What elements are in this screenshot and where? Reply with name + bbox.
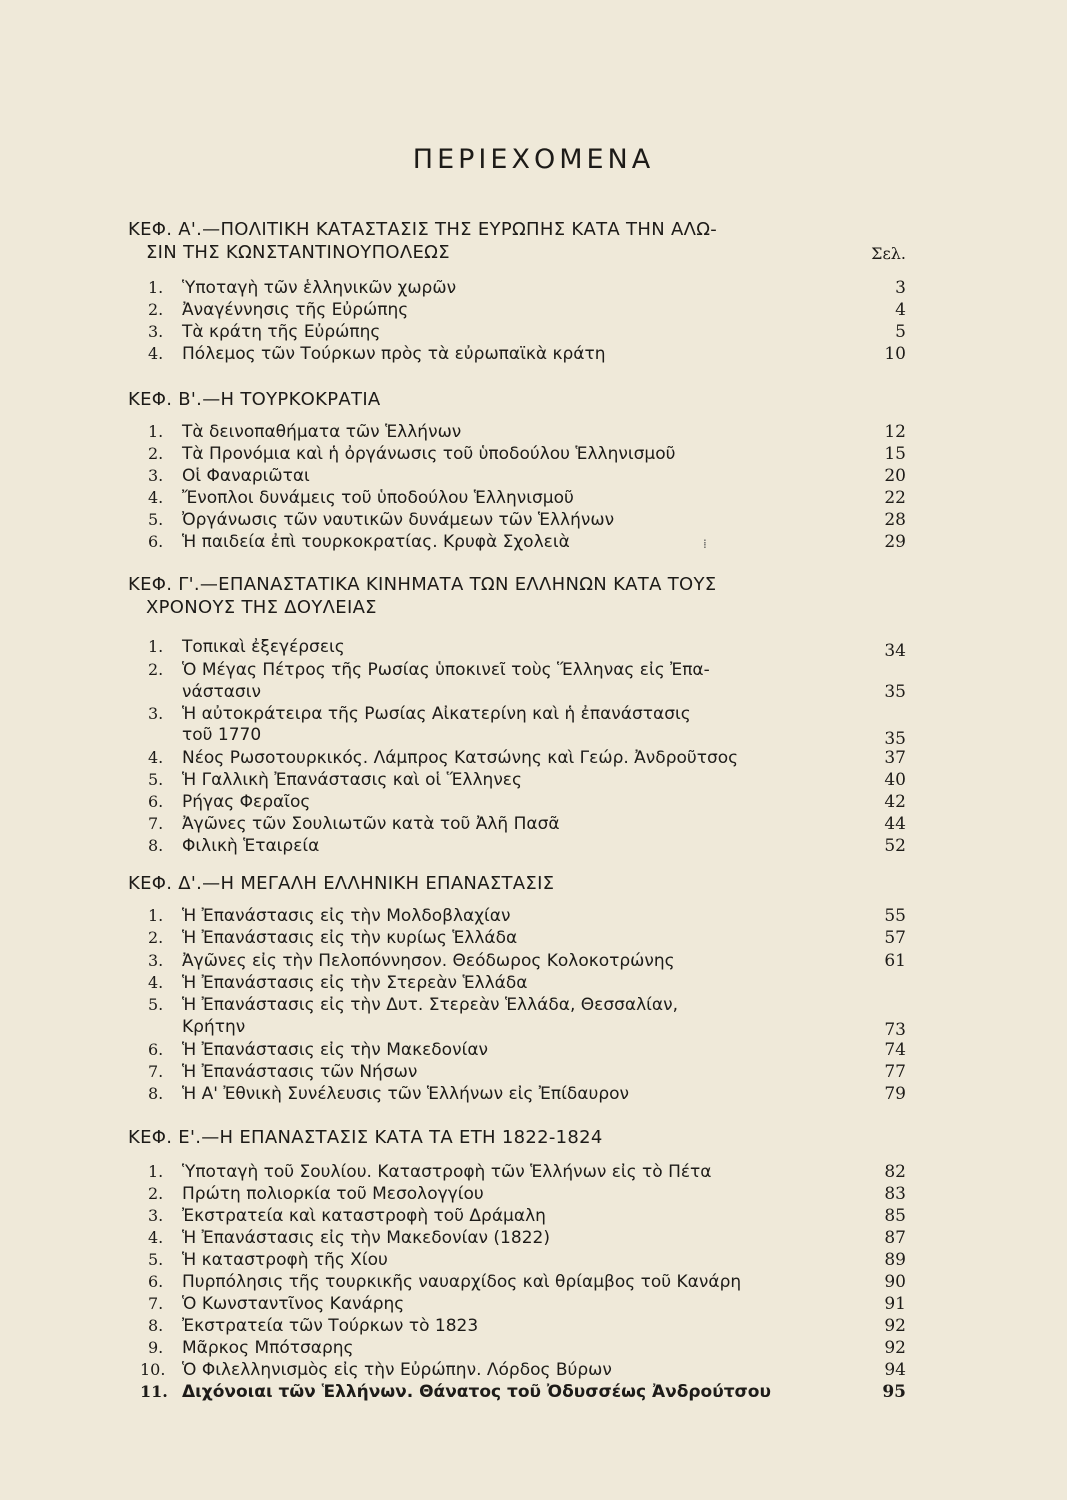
entry-page: 3 — [895, 278, 906, 298]
chapter-heading-line: ΚΕΦ. Β'.—Η ΤΟΥΡΚΟΚΡΑΤΙΑ — [128, 389, 381, 410]
entry-page: 52 — [884, 836, 906, 856]
entry-page: 83 — [884, 1184, 906, 1204]
entry-page: 22 — [884, 488, 906, 508]
entry-page: 74 — [884, 1040, 906, 1060]
chapter-heading — [128, 388, 868, 411]
entry-page: 40 — [884, 770, 906, 790]
toc-entry — [148, 927, 906, 949]
entry-title-continuation: νάστασιν — [182, 682, 261, 702]
chapter-heading-line: ΣΙΝ ΤΗΣ ΚΩΝΣΤΑΝΤΙΝΟΥΠΟΛΕΩΣ — [146, 242, 450, 263]
toc-entry — [148, 1315, 906, 1337]
entry-title: Τὰ Προνόμια καὶ ἡ ὀργάνωσις τοῦ ὑποδούλου Ἑλληνισμοῦ — [182, 444, 676, 464]
chapter-heading — [128, 1126, 868, 1149]
entry-page: 12 — [884, 422, 906, 442]
entry-title: Ἡ Ἐπανάστασις τῶν Νήσων — [182, 1062, 418, 1082]
chapter-heading-line: ΚΕΦ. Α'.—ΠΟΛΙΤΙΚΗ ΚΑΤΑΣΤΑΣΙΣ ΤΗΣ ΕΥΡΩΠΗΣ ΚΑΤΑ ΤΗΝ ΑΛΩ- — [128, 219, 718, 240]
entry-title: Φιλικὴ Ἑταιρεία — [182, 836, 320, 856]
entry-page: 57 — [884, 928, 906, 948]
entry-page: 94 — [884, 1360, 906, 1380]
entry-page: 77 — [884, 1062, 906, 1082]
chapter-heading-line: ΚΕΦ. Γ'.—ΕΠΑΝΑΣΤΑΤΙΚΑ ΚΙΝΗΜΑΤΑ ΤΩΝ ΕΛΛΗΝΩΝ ΚΑΤΑ ΤΟΥΣ — [128, 574, 717, 595]
toc-entry — [148, 343, 906, 365]
entry-number: 4. — [148, 488, 164, 507]
entry-page: 35 — [884, 729, 906, 749]
entry-page: 20 — [884, 466, 906, 486]
pencil-mark: ⁞ — [703, 537, 707, 551]
toc-entry — [148, 1039, 906, 1061]
entry-title: Ὁ Κωνσταντῖνος Κανάρης — [182, 1294, 405, 1314]
entry-number: 5. — [148, 1250, 164, 1269]
entry-title: Ἡ Ἐπανάστασις εἰς τὴν Μολδοβλαχίαν — [182, 906, 511, 926]
toc-entry — [148, 1227, 906, 1249]
entry-title: Ἔνοπλοι δυνάμεις τοῦ ὑποδούλου Ἑλληνισμοῦ — [182, 488, 574, 508]
entry-number: 5. — [148, 770, 164, 789]
entry-title: Ἡ Ἐπανάστασις εἰς τὴν Στερεὰν Ἑλλάδα — [182, 973, 528, 993]
chapter-heading — [128, 218, 868, 264]
toc-entry — [148, 1061, 906, 1083]
entry-title: Ἡ καταστροφὴ τῆς Χίου — [182, 1250, 388, 1270]
page-column-label: Σελ. — [871, 244, 906, 263]
toc-entry — [148, 1271, 906, 1293]
entry-title: Τοπικαὶ ἐξεγέρσεις — [182, 637, 345, 657]
toc-entry — [148, 487, 906, 509]
entry-title: Τὰ δεινοπαθήματα τῶν Ἑλλήνων — [182, 422, 462, 442]
entry-number: 1. — [148, 422, 164, 441]
entry-title: Διχόνοιαι τῶν Ἑλλήνων. Θάνατος τοῦ Ὀδυσσέως Ἀνδρούτσου — [182, 1382, 771, 1402]
entry-page: 89 — [884, 1250, 906, 1270]
toc-entry — [148, 277, 906, 299]
entry-page: 73 — [884, 1020, 906, 1040]
toc-entry — [148, 421, 906, 443]
entry-title: Ὑποταγὴ τοῦ Σουλίου. Καταστροφὴ τῶν Ἑλλήνων εἰς τὸ Πέτα — [182, 1162, 712, 1182]
toc-entry — [148, 994, 906, 1016]
entry-title: Ὀργάνωσις τῶν ναυτικῶν δυνάμεων τῶν Ἑλλήνων — [182, 510, 615, 530]
toc-entry — [148, 703, 906, 725]
entry-page: 4 — [895, 300, 906, 320]
chapter-heading — [128, 573, 868, 619]
chapter-heading-line: ΚΕΦ. Δ'.—Η ΜΕΓΑΛΗ ΕΛΛΗΝΙΚΗ ΕΠΑΝΑΣΤΑΣΙΣ — [128, 873, 555, 894]
entry-number: 7. — [148, 1062, 164, 1081]
entry-number: 10. — [140, 1360, 166, 1379]
entry-title: Ὁ Φιλελληνισμὸς εἰς τὴν Εὐρώπην. Λόρδος Βύρων — [182, 1360, 612, 1380]
toc-entry — [148, 465, 906, 487]
toc-entry — [148, 509, 906, 531]
entry-number: 1. — [148, 637, 164, 656]
entry-number: 3. — [148, 704, 164, 723]
entry-page: 15 — [884, 444, 906, 464]
entry-page: 55 — [884, 906, 906, 926]
toc-entry — [148, 835, 906, 857]
toc-entry — [148, 531, 906, 553]
entry-page: 42 — [884, 792, 906, 812]
entry-number: 8. — [148, 1316, 164, 1335]
entry-number: 11. — [140, 1382, 168, 1401]
entry-number: 2. — [148, 928, 164, 947]
toc-entry — [148, 1337, 906, 1359]
entry-number: 2. — [148, 1184, 164, 1203]
entry-title: Ἐκστρατεία τῶν Τούρκων τὸ 1823 — [182, 1316, 479, 1336]
toc-entry — [148, 321, 906, 343]
chapter-heading-line: ΚΕΦ. Ε'.—Η ΕΠΑΝΑΣΤΑΣΙΣ ΚΑΤΑ ΤΑ ΕΤΗ 1822-1824 — [128, 1127, 603, 1148]
entry-title: Ἡ Ἐπανάστασις εἰς τὴν Δυτ. Στερεὰν Ἑλλάδα, Θεσσαλίαν, — [182, 995, 679, 1015]
entry-title: Ρήγας Φεραῖος — [182, 792, 311, 812]
entry-number: 5. — [148, 510, 164, 529]
toc-entry — [148, 1205, 906, 1227]
toc-entry — [148, 769, 906, 791]
toc-entry — [148, 972, 906, 994]
entry-number: 2. — [148, 660, 164, 679]
entry-title: Νέος Ρωσοτουρκικός. Λάμπρος Κατσώνης καὶ Γεώρ. Ἀνδροῦτσος — [182, 748, 739, 768]
entry-number: 6. — [148, 792, 164, 811]
entry-page: 28 — [884, 510, 906, 530]
entry-title: Ἡ αὐτοκράτειρα τῆς Ρωσίας Αἰκατερίνη καὶ ἡ ἐπανάστασις — [182, 704, 691, 724]
toc-entry — [148, 1083, 906, 1105]
entry-page: 91 — [884, 1294, 906, 1314]
toc-entry — [148, 1183, 906, 1205]
entry-number: 1. — [148, 906, 164, 925]
entry-number: 3. — [148, 1206, 164, 1225]
entry-page: 5 — [895, 322, 906, 342]
entry-number: 9. — [148, 1338, 164, 1357]
entry-number: 6. — [148, 1272, 164, 1291]
entry-title: Ἡ Γαλλικὴ Ἐπανάστασις καὶ οἱ Ἕλληνες — [182, 770, 522, 790]
entry-page: 44 — [884, 814, 906, 834]
entry-title: Ἡ Α' Ἐθνικὴ Συνέλευσις τῶν Ἑλλήνων εἰς Ἐπίδαυρον — [182, 1084, 630, 1104]
entry-page: 79 — [884, 1084, 906, 1104]
toc-entry — [148, 905, 906, 927]
entry-title: Ἡ Ἐπανάστασις εἰς τὴν Μακεδονίαν — [182, 1040, 489, 1060]
chapter-heading — [128, 872, 868, 895]
entry-number: 4. — [148, 1228, 164, 1247]
entry-title: Ἡ Ἐπανάστασις εἰς τὴν κυρίως Ἑλλάδα — [182, 928, 518, 948]
entry-page: 37 — [884, 748, 906, 768]
page-title: ΠΕΡΙΕΧΟΜΕΝΑ — [412, 144, 655, 175]
entry-page: 61 — [884, 951, 906, 971]
toc-entry-continuation — [182, 1016, 906, 1038]
entry-title: Ἀναγέννησις τῆς Εὐρώπης — [182, 300, 409, 320]
entry-title: Ἐκστρατεία καὶ καταστροφὴ τοῦ Δράμαλη — [182, 1206, 546, 1226]
entry-title: Ὁ Μέγας Πέτρος τῆς Ρωσίας ὑποκινεῖ τοὺς Ἕλληνας εἰς Ἐπα- — [182, 660, 710, 680]
entry-number: 5. — [148, 995, 164, 1014]
toc-entry — [148, 1293, 906, 1315]
toc-entry — [148, 299, 906, 321]
entry-page: 92 — [884, 1316, 906, 1336]
entry-number: 2. — [148, 300, 164, 319]
entry-number: 4. — [148, 344, 164, 363]
entry-title: Ἡ παιδεία ἐπὶ τουρκοκρατίας. Κρυφὰ Σχολειὰ — [182, 532, 570, 552]
entry-page: 90 — [884, 1272, 906, 1292]
entry-number: 3. — [148, 951, 164, 970]
entry-page: 34 — [884, 641, 906, 661]
toc-entry — [148, 747, 906, 769]
entry-number: 6. — [148, 1040, 164, 1059]
entry-page: 87 — [884, 1228, 906, 1248]
entry-page: 10 — [884, 344, 906, 364]
entry-number: 8. — [148, 1084, 164, 1103]
entry-number: 7. — [148, 1294, 164, 1313]
entry-title-continuation: Κρήτην — [182, 1017, 246, 1037]
entry-title: Τὰ κράτη τῆς Εὐρώπης — [182, 322, 381, 342]
entry-number: 4. — [148, 748, 164, 767]
entry-page: 85 — [884, 1206, 906, 1226]
entry-page: 29 — [884, 532, 906, 552]
entry-page: 92 — [884, 1338, 906, 1358]
entry-title: Ἡ Ἐπανάστασις εἰς τὴν Μακεδονίαν (1822) — [182, 1228, 550, 1248]
chapter-heading-line: ΧΡΟΝΟΥΣ ΤΗΣ ΔΟΥΛΕΙΑΣ — [146, 597, 377, 618]
entry-title: Οἱ Φαναριῶται — [182, 466, 310, 486]
toc-entry — [148, 443, 906, 465]
toc-entry — [148, 659, 906, 681]
entry-number: 7. — [148, 814, 164, 833]
entry-page: 82 — [884, 1162, 906, 1182]
entry-page: 35 — [884, 682, 906, 702]
toc-entry — [148, 1249, 906, 1271]
entry-number: 4. — [148, 973, 164, 992]
entry-title: Ἀγῶνες τῶν Σουλιωτῶν κατὰ τοῦ Ἀλῆ Πασᾶ — [182, 814, 560, 834]
toc-entry — [140, 1381, 906, 1403]
toc-entry-continuation — [182, 681, 906, 703]
entry-number: 1. — [148, 278, 164, 297]
entry-title: Μᾶρκος Μπότσαρης — [182, 1338, 354, 1358]
entry-number: 3. — [148, 466, 164, 485]
toc-entry-continuation — [182, 724, 906, 749]
entry-title: Πόλεμος τῶν Τούρκων πρὸς τὰ εὐρωπαϊκὰ κράτη — [182, 344, 606, 364]
entry-title: Πρώτη πολιορκία τοῦ Μεσολογγίου — [182, 1184, 484, 1204]
entry-number: 2. — [148, 444, 164, 463]
toc-entry — [148, 791, 906, 813]
entry-number: 8. — [148, 836, 164, 855]
toc-entry — [148, 1161, 906, 1183]
entry-title: Ὑποταγὴ τῶν ἑλληνικῶν χωρῶν — [182, 278, 457, 298]
toc-entry — [148, 813, 906, 835]
toc-entry — [148, 950, 906, 972]
entry-number: 3. — [148, 322, 164, 341]
entry-title: Ἀγῶνες εἰς τὴν Πελοπόννησον. Θεόδωρος Κολοκοτρώνης — [182, 951, 675, 971]
entry-page: 95 — [882, 1382, 906, 1402]
toc-entry — [148, 636, 906, 661]
entry-number: 6. — [148, 532, 164, 551]
entry-number: 1. — [148, 1162, 164, 1181]
toc-entry — [140, 1359, 906, 1381]
entry-title: Πυρπόλησις τῆς τουρκικῆς ναυαρχίδος καὶ θρίαμβος τοῦ Κανάρη — [182, 1272, 742, 1292]
entry-title-continuation: τοῦ 1770 — [182, 725, 262, 745]
